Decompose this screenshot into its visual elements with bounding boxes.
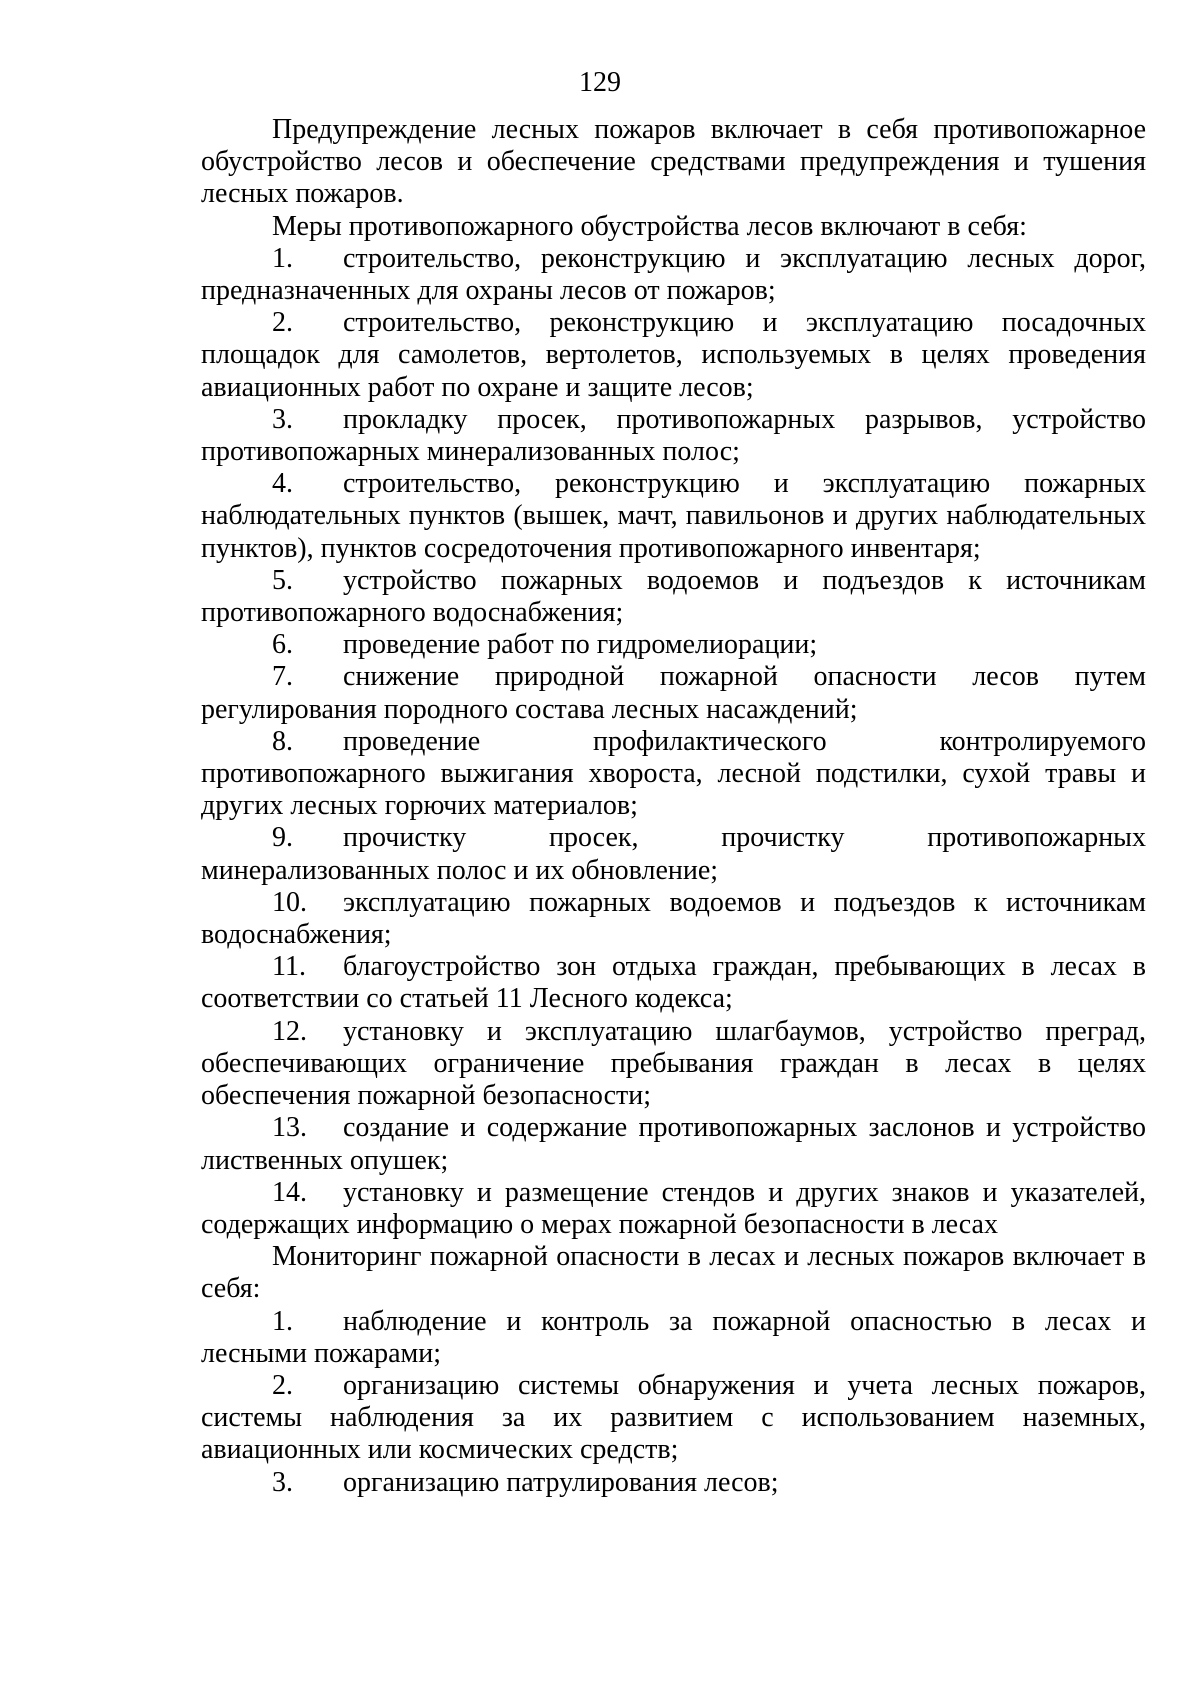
measures-list-item xyxy=(201,887,1146,951)
measures-list-item xyxy=(201,1112,1146,1176)
item-text: строительство, реконструкцию и эксплуатацию пожарных наблюдательных пунктов (вышек, мачт, павильонов и других наблюдательных пунктов), пунктов сосредоточения противопожарного инвентаря; xyxy=(201,468,1146,564)
page-number: 129 xyxy=(579,67,621,98)
item-number: 9. xyxy=(272,822,293,854)
intro-paragraph: Предупреждение лесных пожаров включает в себя противопожарное обустройство лесов и обеспечение средствами предупреждения и тушения лесных пожаров. xyxy=(201,114,1146,210)
item-number: 10. xyxy=(272,886,307,918)
item-text: строительство, реконструкцию и эксплуатацию лесных дорог, предназначенных для охраны лесов от пожаров; xyxy=(201,242,1146,307)
measures-heading: Меры противопожарного обустройства лесов включают в себя: xyxy=(272,210,1027,242)
measures-list-item xyxy=(201,1016,1146,1113)
item-text: организацию системы обнаружения и учета лесных пожаров, системы наблюдения за их развитием с использованием наземных, авиационных или космических средств; xyxy=(201,1369,1146,1466)
item-number: 2. xyxy=(272,1369,293,1401)
item-text: проведение работ по гидромелиорации; xyxy=(343,629,818,661)
measures-list xyxy=(201,243,1146,1241)
item-text: прокладку просек, противопожарных разрывов, устройство противопожарных минерализованных полос; xyxy=(201,403,1146,468)
item-number: 3. xyxy=(272,1466,293,1498)
measures-list-item xyxy=(201,822,1146,886)
item-number: 3. xyxy=(272,403,293,435)
measures-list-item xyxy=(201,243,1146,307)
item-number: 11. xyxy=(272,951,306,983)
item-text: строительство, реконструкцию и эксплуатацию посадочных площадок для самолетов, вертолетов, используемых в целях проведения авиационных работ по охране и защите лесов; xyxy=(201,307,1146,403)
item-text: наблюдение и контроль за пожарной опасностью в лесах и лесными пожарами; xyxy=(201,1305,1146,1369)
item-number: 13. xyxy=(272,1112,307,1144)
item-text: создание и содержание противопожарных заслонов и устройство лиственных опушек; xyxy=(201,1112,1146,1176)
item-text: проведение профилактического контролируемого противопожарного выжигания хвороста, лесной подстилки, сухой травы и других лесных горючих материалов; xyxy=(201,725,1146,822)
item-text: прочистку просек, прочистку противопожарных минерализованных полос и их обновление; xyxy=(201,822,1146,886)
measures-list-item xyxy=(201,661,1146,725)
measures-list-item xyxy=(201,629,1146,661)
monitoring-list-item xyxy=(201,1306,1146,1370)
item-number: 12. xyxy=(272,1015,307,1047)
item-number: 2. xyxy=(272,307,293,339)
monitoring-list-item xyxy=(201,1370,1146,1467)
monitoring-list-item xyxy=(201,1467,1146,1499)
monitoring-list xyxy=(201,1306,1146,1499)
item-number: 1. xyxy=(272,242,293,274)
item-number: 7. xyxy=(272,661,293,693)
item-number: 4. xyxy=(272,468,293,500)
item-text: снижение природной пожарной опасности лесов путем регулирования породного состава лесных насаждений; xyxy=(201,661,1146,725)
measures-list-item xyxy=(201,565,1146,629)
monitoring-heading: Мониторинг пожарной опасности в лесах и лесных пожаров включает в себя: xyxy=(201,1241,1146,1305)
measures-list-item xyxy=(201,951,1146,1015)
measures-list-item xyxy=(201,726,1146,823)
item-text: организацию патрулирования лесов; xyxy=(343,1466,779,1498)
item-number: 6. xyxy=(272,629,293,661)
measures-list-item xyxy=(201,1177,1146,1241)
document-body xyxy=(201,114,1146,1499)
item-number: 8. xyxy=(272,725,293,757)
item-number: 5. xyxy=(272,564,293,596)
item-number: 14. xyxy=(272,1176,307,1208)
measures-list-item xyxy=(201,404,1146,468)
item-text: благоустройство зон отдыха граждан, пребывающих в лесах в соответствии со статьей 11 Лесного кодекса; xyxy=(201,951,1146,1015)
item-text: устройство пожарных водоемов и подъездов к источникам противопожарного водоснабжения; xyxy=(201,564,1146,629)
item-text: установку и размещение стендов и других знаков и указателей, содержащих информацию о мерах пожарной безопасности в лесах xyxy=(201,1176,1146,1240)
item-text: эксплуатацию пожарных водоемов и подъездов к источникам водоснабжения; xyxy=(201,886,1146,951)
measures-list-item xyxy=(201,307,1146,404)
measures-list-item xyxy=(201,468,1146,565)
item-text: установку и эксплуатацию шлагбаумов, устройство преград, обеспечивающих ограничение пребывания граждан в лесах в целях обеспечения пожарной безопасности; xyxy=(201,1015,1146,1112)
item-number: 1. xyxy=(272,1305,293,1337)
